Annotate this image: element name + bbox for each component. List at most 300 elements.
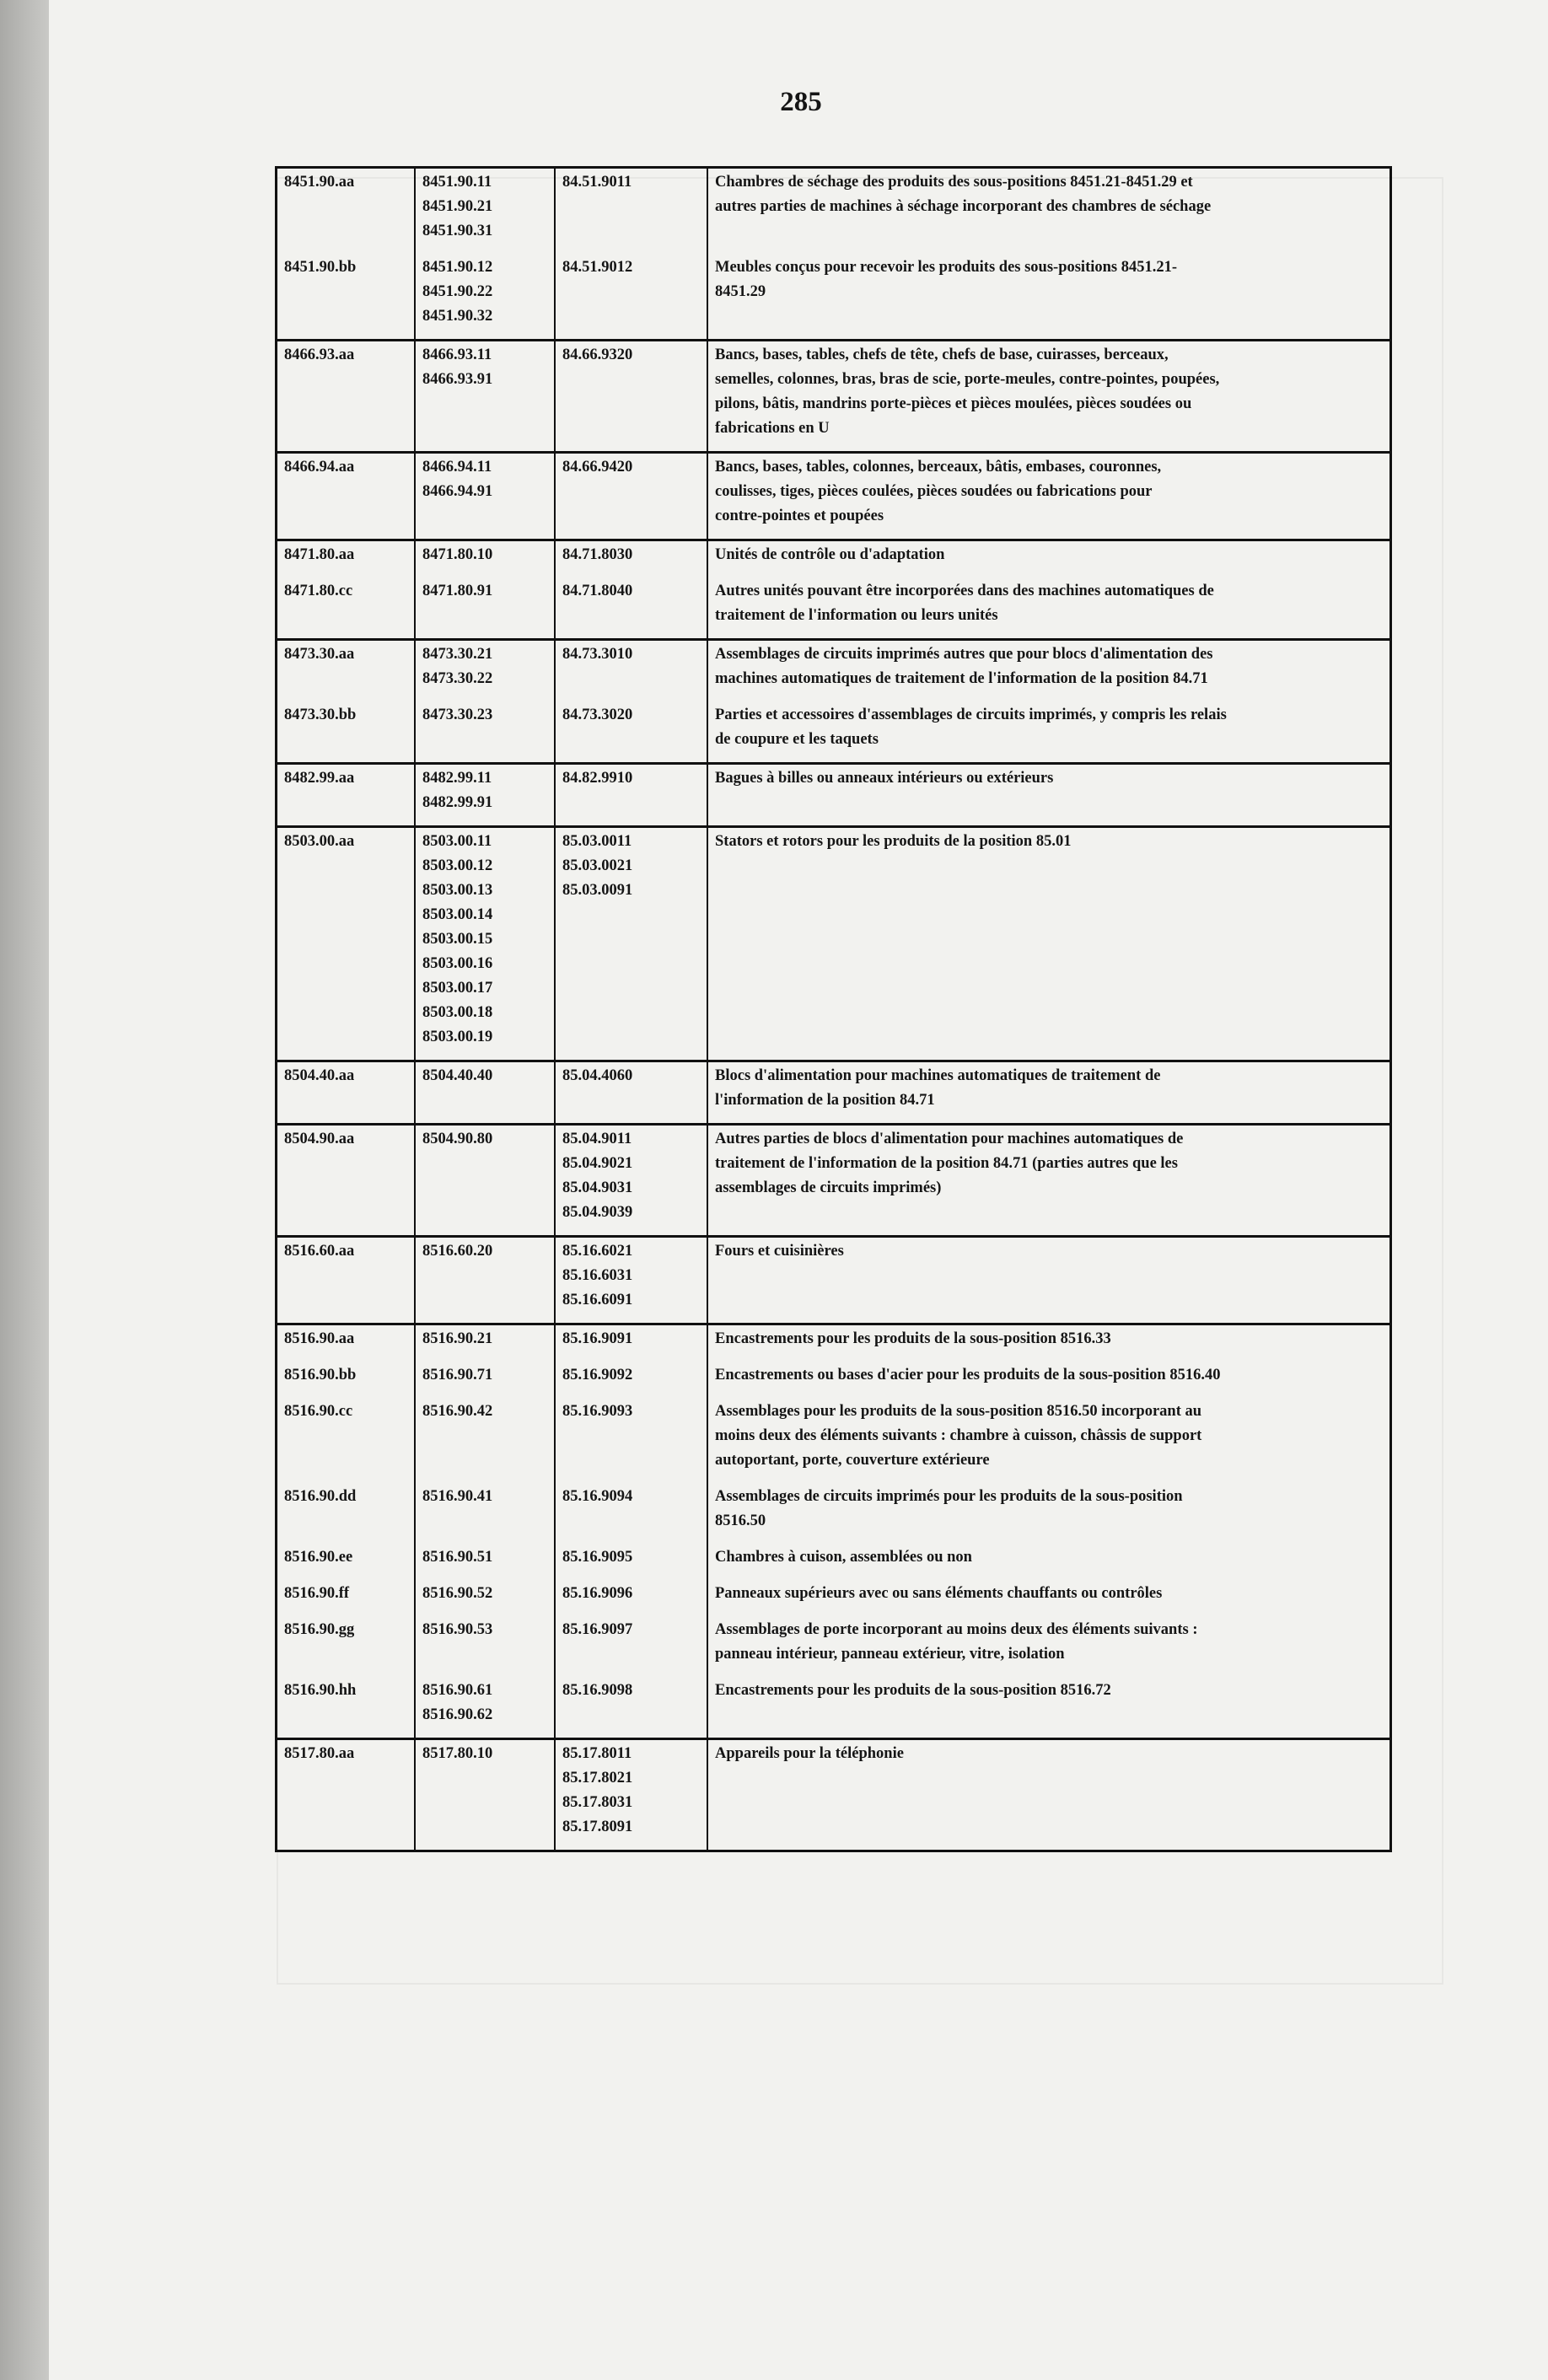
- description-cell-line: Appareils pour la téléphonie: [715, 1745, 904, 1762]
- statistical-code-cell-line: 85.04.9039: [562, 1204, 633, 1221]
- table-row: [277, 1580, 1391, 1606]
- spacer-cell: [415, 1388, 555, 1398]
- statistical-code-cell-line: 84.73.3010: [562, 646, 633, 663]
- spacer-cell: [707, 628, 1391, 640]
- description-cell: [707, 1544, 1391, 1570]
- subheading-cell-line: 8516.90.61: [422, 1682, 493, 1699]
- spacer-cell: [277, 1727, 416, 1739]
- spacer-cell: [555, 1473, 707, 1483]
- subheading-cell: [415, 1398, 555, 1473]
- spacer-cell: [555, 1225, 707, 1237]
- spacer-cell: [555, 1570, 707, 1580]
- code-cell: [277, 640, 416, 692]
- subheading-cell-line: 8471.80.91: [422, 583, 493, 599]
- spacer-cell: [415, 691, 555, 701]
- subheading-cell-line: 8516.60.20: [422, 1243, 493, 1260]
- subheading-cell: [415, 254, 555, 329]
- scan-edge-shadow: [0, 0, 49, 2380]
- subheading-cell: [415, 1483, 555, 1534]
- table-row: [277, 764, 1391, 816]
- statistical-code-cell-line: 84.73.3020: [562, 706, 633, 723]
- statistical-code-cell-line: 84.82.9910: [562, 770, 633, 787]
- statistical-code-cell-line: 85.16.9092: [562, 1367, 633, 1383]
- subheading-cell-line: 8451.90.11: [422, 174, 492, 191]
- description-cell-line: Assemblages de circuits imprimés autres que pour blocs d'alimentation des: [715, 646, 1213, 663]
- row-spacer: [277, 244, 1391, 254]
- table-row: [277, 1398, 1391, 1473]
- code-cell: [277, 453, 416, 529]
- row-spacer: [277, 1225, 1391, 1237]
- code-cell: [277, 1677, 416, 1727]
- table-row: [277, 1616, 1391, 1667]
- statistical-code-cell-line: 85.04.4060: [562, 1067, 633, 1084]
- code-cell-value: 8516.90.ee: [284, 1549, 353, 1566]
- row-spacer: [277, 1606, 1391, 1616]
- subheading-cell-line: 8471.80.10: [422, 546, 493, 563]
- description-cell: [707, 827, 1391, 1050]
- code-cell: [277, 1616, 416, 1667]
- subheading-cell: [415, 1237, 555, 1314]
- spacer-cell: [707, 1473, 1391, 1483]
- spacer-cell: [707, 815, 1391, 827]
- spacer-cell: [277, 441, 416, 453]
- statistical-code-cell-line: 85.03.0011: [562, 833, 632, 850]
- row-spacer: [277, 752, 1391, 764]
- subheading-cell-line: 8466.93.11: [422, 347, 492, 363]
- statistical-code-cell: [555, 341, 707, 442]
- description-cell-line: Unités de contrôle ou d'adaptation: [715, 546, 945, 563]
- code-cell: [277, 701, 416, 752]
- statistical-code-cell-line: 85.17.8021: [562, 1770, 633, 1786]
- table-row: [277, 168, 1391, 244]
- description-cell-line: Bancs, bases, tables, colonnes, berceaux, bâtis, embases, couronnes,: [715, 459, 1162, 475]
- subheading-cell-line: 8503.00.17: [422, 980, 493, 997]
- description-cell-line: autres parties de machines à séchage incorporant des chambres de séchage: [715, 198, 1212, 215]
- description-cell-line: Blocs d'alimentation pour machines automatiques de traitement de: [715, 1067, 1161, 1084]
- statistical-code-cell: [555, 1362, 707, 1388]
- description-cell-line: contre-pointes et poupées: [715, 508, 884, 524]
- code-cell-value: 8482.99.aa: [284, 770, 355, 787]
- description-cell-line: machines automatiques de traitement de l'information de la position 84.71: [715, 670, 1208, 687]
- statistical-code-cell-line: 85.16.9096: [562, 1585, 633, 1602]
- statistical-code-cell-line: 84.66.9320: [562, 347, 633, 363]
- description-cell: [707, 1237, 1391, 1314]
- description-cell-line: assemblages de circuits imprimés): [715, 1179, 942, 1196]
- spacer-cell: [555, 1388, 707, 1398]
- code-cell-value: 8516.90.dd: [284, 1488, 357, 1505]
- code-cell: [277, 1398, 416, 1473]
- spacer-cell: [415, 567, 555, 578]
- description-cell: [707, 453, 1391, 529]
- statistical-code-cell-line: 84.71.8030: [562, 546, 633, 563]
- statistical-code-cell: [555, 254, 707, 329]
- spacer-cell: [415, 1667, 555, 1677]
- spacer-cell: [707, 441, 1391, 453]
- statistical-code-cell-line: 85.16.9098: [562, 1682, 633, 1699]
- table-row: [277, 1544, 1391, 1570]
- statistical-code-cell-line: 85.04.9021: [562, 1155, 633, 1172]
- subheading-cell: [415, 1125, 555, 1226]
- spacer-cell: [415, 1727, 555, 1739]
- statistical-code-cell-line: 85.17.8091: [562, 1819, 633, 1835]
- subheading-cell-line: 8451.90.12: [422, 259, 493, 276]
- statistical-code-cell: [555, 168, 707, 244]
- table-row: [277, 1237, 1391, 1314]
- spacer-cell: [555, 1351, 707, 1362]
- statistical-code-cell-line: 84.51.9012: [562, 259, 633, 276]
- table-row: [277, 1125, 1391, 1226]
- spacer-cell: [277, 628, 416, 640]
- table-row: [277, 701, 1391, 752]
- spacer-cell: [415, 1351, 555, 1362]
- code-cell: [277, 1125, 416, 1226]
- table-row: [277, 1324, 1391, 1352]
- spacer-cell: [415, 441, 555, 453]
- subheading-cell-line: 8473.30.23: [422, 706, 493, 723]
- statistical-code-cell: [555, 827, 707, 1050]
- spacer-cell: [277, 1667, 416, 1677]
- spacer-cell: [555, 1667, 707, 1677]
- subheading-cell-line: 8517.80.10: [422, 1745, 493, 1762]
- spacer-cell: [707, 1388, 1391, 1398]
- subheading-cell: [415, 1544, 555, 1570]
- statistical-code-cell: [555, 453, 707, 529]
- row-spacer: [277, 1727, 1391, 1739]
- spacer-cell: [277, 1113, 416, 1125]
- spacer-cell: [277, 752, 416, 764]
- description-cell: [707, 1739, 1391, 1851]
- description-cell-line: Autres parties de blocs d'alimentation pour machines automatiques de: [715, 1131, 1184, 1147]
- code-cell: [277, 1483, 416, 1534]
- description-cell-line: semelles, colonnes, bras, bras de scie, porte-meules, contre-pointes, poupées,: [715, 371, 1220, 388]
- description-cell: [707, 640, 1391, 692]
- description-cell-line: panneau intérieur, panneau extérieur, vitre, isolation: [715, 1646, 1065, 1663]
- statistical-code-cell-line: 85.16.9094: [562, 1488, 633, 1505]
- subheading-cell-line: 8503.00.15: [422, 931, 493, 948]
- subheading-cell: [415, 453, 555, 529]
- code-cell: [277, 1362, 416, 1388]
- description-cell: [707, 254, 1391, 329]
- subheading-cell-line: 8482.99.91: [422, 794, 493, 811]
- statistical-code-cell: [555, 1616, 707, 1667]
- description-cell-line: Chambres de séchage des produits des sous-positions 8451.21-8451.29 et: [715, 174, 1193, 191]
- statistical-code-cell: [555, 1544, 707, 1570]
- subheading-cell-line: 8504.90.80: [422, 1131, 493, 1147]
- spacer-cell: [277, 1534, 416, 1544]
- subheading-cell: [415, 1616, 555, 1667]
- code-cell-value: 8504.90.aa: [284, 1131, 355, 1147]
- statistical-code-cell: [555, 1739, 707, 1851]
- subheading-cell-line: 8466.94.91: [422, 483, 493, 500]
- description-cell-line: Fours et cuisinières: [715, 1243, 844, 1260]
- tariff-code-table: [275, 166, 1392, 1852]
- spacer-cell: [555, 628, 707, 640]
- spacer-cell: [415, 1606, 555, 1616]
- spacer-cell: [555, 752, 707, 764]
- row-spacer: [277, 1570, 1391, 1580]
- row-spacer: [277, 441, 1391, 453]
- statistical-code-cell: [555, 578, 707, 628]
- code-cell-value: 8516.90.gg: [284, 1621, 355, 1638]
- description-cell-line: moins deux des éléments suivants : chambre à cuisson, châssis de support: [715, 1427, 1202, 1444]
- subheading-cell-line: 8516.90.62: [422, 1706, 493, 1723]
- subheading-cell-line: 8503.00.14: [422, 906, 493, 923]
- code-cell-value: 8503.00.aa: [284, 833, 355, 850]
- description-cell-line: Assemblages pour les produits de la sous-position 8516.50 incorporant au: [715, 1403, 1202, 1420]
- description-cell: [707, 1324, 1391, 1352]
- statistical-code-cell: [555, 1580, 707, 1606]
- row-spacer: [277, 1667, 1391, 1677]
- code-cell: [277, 168, 416, 244]
- subheading-cell-line: 8466.94.11: [422, 459, 492, 475]
- spacer-cell: [277, 1313, 416, 1324]
- subheading-cell-line: 8473.30.21: [422, 646, 493, 663]
- row-spacer: [277, 691, 1391, 701]
- subheading-cell: [415, 1739, 555, 1851]
- table-row: [277, 254, 1391, 329]
- subheading-cell-line: 8516.90.53: [422, 1621, 493, 1638]
- description-cell-line: Encastrements ou bases d'acier pour les produits de la sous-position 8516.40: [715, 1367, 1221, 1383]
- subheading-cell-line: 8503.00.19: [422, 1029, 493, 1045]
- spacer-cell: [707, 752, 1391, 764]
- statistical-code-cell: [555, 540, 707, 568]
- description-cell-line: de coupure et les taquets: [715, 731, 879, 748]
- spacer-cell: [415, 1225, 555, 1237]
- subheading-cell-line: 8466.93.91: [422, 371, 493, 388]
- subheading-cell: [415, 827, 555, 1050]
- table-row: [277, 1362, 1391, 1388]
- page-number: 285: [780, 87, 822, 117]
- description-cell-line: Parties et accessoires d'assemblages de circuits imprimés, y compris les relais: [715, 706, 1227, 723]
- spacer-cell: [415, 815, 555, 827]
- spacer-cell: [707, 1534, 1391, 1544]
- statistical-code-cell: [555, 1237, 707, 1314]
- description-cell: [707, 701, 1391, 752]
- spacer-cell: [277, 1473, 416, 1483]
- table-body: [277, 168, 1391, 1851]
- description-cell: [707, 764, 1391, 816]
- subheading-cell-line: 8516.90.51: [422, 1549, 493, 1566]
- subheading-cell-line: 8503.00.11: [422, 833, 492, 850]
- spacer-cell: [555, 1113, 707, 1125]
- spacer-cell: [707, 691, 1391, 701]
- spacer-cell: [415, 529, 555, 540]
- table-row: [277, 341, 1391, 442]
- spacer-cell: [277, 815, 416, 827]
- subheading-cell: [415, 1362, 555, 1388]
- spacer-cell: [415, 752, 555, 764]
- description-cell: [707, 1398, 1391, 1473]
- spacer-cell: [415, 1570, 555, 1580]
- subheading-cell: [415, 1580, 555, 1606]
- row-spacer: [277, 815, 1391, 827]
- description-cell-line: 8451.29: [715, 283, 766, 300]
- subheading-cell: [415, 168, 555, 244]
- subheading-cell-line: 8504.40.40: [422, 1067, 493, 1084]
- code-cell-value: 8516.90.cc: [284, 1403, 353, 1420]
- description-cell: [707, 540, 1391, 568]
- spacer-cell: [277, 1050, 416, 1061]
- spacer-cell: [707, 1225, 1391, 1237]
- subheading-cell: [415, 1061, 555, 1114]
- statistical-code-cell-line: 85.17.8031: [562, 1794, 633, 1811]
- code-cell: [277, 1324, 416, 1352]
- code-cell-value: 8473.30.aa: [284, 646, 355, 663]
- spacer-cell: [555, 567, 707, 578]
- statistical-code-cell-line: 85.16.6031: [562, 1267, 633, 1284]
- row-spacer: [277, 567, 1391, 578]
- spacer-cell: [277, 529, 416, 540]
- subheading-cell: [415, 540, 555, 568]
- spacer-cell: [555, 1313, 707, 1324]
- code-cell-value: 8451.90.aa: [284, 174, 355, 191]
- description-cell-line: Autres unités pouvant être incorporées dans des machines automatiques de: [715, 583, 1214, 599]
- code-cell-value: 8471.80.cc: [284, 583, 353, 599]
- table-row: [277, 827, 1391, 1050]
- spacer-cell: [707, 1570, 1391, 1580]
- code-cell: [277, 578, 416, 628]
- spacer-cell: [277, 1570, 416, 1580]
- subheading-cell: [415, 640, 555, 692]
- description-cell-line: Encastrements pour les produits de la sous-position 8516.72: [715, 1682, 1111, 1699]
- spacer-cell: [415, 329, 555, 341]
- description-cell-line: pilons, bâtis, mandrins porte-pièces et pièces moulées, pièces soudées ou: [715, 395, 1192, 412]
- row-spacer: [277, 529, 1391, 540]
- description-cell-line: Panneaux supérieurs avec ou sans éléments chauffants ou contrôles: [715, 1585, 1163, 1602]
- spacer-cell: [277, 567, 416, 578]
- row-spacer: [277, 1050, 1391, 1061]
- table-row: [277, 1677, 1391, 1727]
- subheading-cell-line: 8451.90.22: [422, 283, 493, 300]
- description-cell-line: autoportant, porte, couverture extérieure: [715, 1452, 990, 1469]
- description-cell: [707, 1580, 1391, 1606]
- table-row: [277, 453, 1391, 529]
- statistical-code-cell-line: 85.16.6091: [562, 1292, 633, 1308]
- statistical-code-cell: [555, 1483, 707, 1534]
- description-cell: [707, 1616, 1391, 1667]
- statistical-code-cell-line: 85.16.9093: [562, 1403, 633, 1420]
- row-spacer: [277, 329, 1391, 341]
- spacer-cell: [707, 1050, 1391, 1061]
- spacer-cell: [277, 329, 416, 341]
- code-cell-value: 8516.90.hh: [284, 1682, 357, 1699]
- row-spacer: [277, 628, 1391, 640]
- subheading-cell-line: 8503.00.16: [422, 955, 493, 972]
- spacer-cell: [707, 1313, 1391, 1324]
- spacer-cell: [555, 1727, 707, 1739]
- code-cell: [277, 827, 416, 1050]
- subheading-cell-line: 8451.90.21: [422, 198, 493, 215]
- spacer-cell: [415, 1113, 555, 1125]
- subheading-cell: [415, 701, 555, 752]
- spacer-cell: [707, 1606, 1391, 1616]
- table-row: [277, 540, 1391, 568]
- spacer-cell: [555, 329, 707, 341]
- description-cell-line: l'information de la position 84.71: [715, 1092, 935, 1109]
- spacer-cell: [707, 244, 1391, 254]
- subheading-cell-line: 8473.30.22: [422, 670, 493, 687]
- code-cell-value: 8466.94.aa: [284, 459, 355, 475]
- row-spacer: [277, 1313, 1391, 1324]
- spacer-cell: [707, 567, 1391, 578]
- subheading-cell-line: 8451.90.31: [422, 223, 493, 239]
- spacer-cell: [277, 244, 416, 254]
- description-cell: [707, 341, 1391, 442]
- row-spacer: [277, 1473, 1391, 1483]
- spacer-cell: [277, 691, 416, 701]
- code-cell: [277, 341, 416, 442]
- code-cell-value: 8516.90.aa: [284, 1330, 355, 1347]
- spacer-cell: [415, 1534, 555, 1544]
- statistical-code-cell-line: 84.51.9011: [562, 174, 632, 191]
- description-cell: [707, 168, 1391, 244]
- subheading-cell: [415, 764, 555, 816]
- statistical-code-cell-line: 85.16.9091: [562, 1330, 633, 1347]
- table-row: [277, 1739, 1391, 1851]
- subheading-cell-line: 8482.99.11: [422, 770, 492, 787]
- statistical-code-cell-line: 85.03.0091: [562, 882, 633, 899]
- code-cell: [277, 1739, 416, 1851]
- code-cell-value: 8451.90.bb: [284, 259, 357, 276]
- spacer-cell: [555, 1050, 707, 1061]
- statistical-code-cell-line: 84.71.8040: [562, 583, 633, 599]
- table-row: [277, 640, 1391, 692]
- row-spacer: [277, 1113, 1391, 1125]
- subheading-cell-line: 8516.90.21: [422, 1330, 493, 1347]
- statistical-code-cell: [555, 1061, 707, 1114]
- code-cell-value: 8516.90.bb: [284, 1367, 357, 1383]
- code-cell: [277, 1544, 416, 1570]
- spacer-cell: [277, 1225, 416, 1237]
- description-cell: [707, 1362, 1391, 1388]
- description-cell-line: traitement de l'information ou leurs unités: [715, 607, 998, 624]
- statistical-code-cell-line: 85.04.9031: [562, 1179, 633, 1196]
- statistical-code-cell: [555, 1324, 707, 1352]
- spacer-cell: [415, 1313, 555, 1324]
- statistical-code-cell-line: 85.16.9095: [562, 1549, 633, 1566]
- subheading-cell: [415, 1677, 555, 1727]
- spacer-cell: [555, 691, 707, 701]
- code-cell: [277, 254, 416, 329]
- description-cell-line: Stators et rotors pour les produits de la position 85.01: [715, 833, 1072, 850]
- statistical-code-cell-line: 85.17.8011: [562, 1745, 632, 1762]
- description-cell-line: 8516.50: [715, 1512, 766, 1529]
- spacer-cell: [415, 628, 555, 640]
- row-spacer: [277, 1388, 1391, 1398]
- statistical-code-cell-line: 85.16.6021: [562, 1243, 633, 1260]
- subheading-cell-line: 8516.90.71: [422, 1367, 493, 1383]
- description-cell-line: fabrications en U: [715, 420, 830, 437]
- code-cell: [277, 1061, 416, 1114]
- spacer-cell: [707, 1727, 1391, 1739]
- code-cell-value: 8473.30.bb: [284, 706, 357, 723]
- statistical-code-cell: [555, 1125, 707, 1226]
- table-row: [277, 1061, 1391, 1114]
- spacer-cell: [707, 1351, 1391, 1362]
- description-cell-line: Chambres à cuison, assemblées ou non: [715, 1549, 972, 1566]
- description-cell: [707, 1483, 1391, 1534]
- description-cell: [707, 1061, 1391, 1114]
- code-cell: [277, 540, 416, 568]
- code-cell-value: 8516.90.ff: [284, 1585, 350, 1602]
- statistical-code-cell-line: 85.04.9011: [562, 1131, 632, 1147]
- spacer-cell: [277, 1388, 416, 1398]
- statistical-code-cell-line: 85.03.0021: [562, 857, 633, 874]
- spacer-cell: [707, 529, 1391, 540]
- statistical-code-cell: [555, 701, 707, 752]
- subheading-cell-line: 8516.90.52: [422, 1585, 493, 1602]
- statistical-code-cell-line: 85.16.9097: [562, 1621, 633, 1638]
